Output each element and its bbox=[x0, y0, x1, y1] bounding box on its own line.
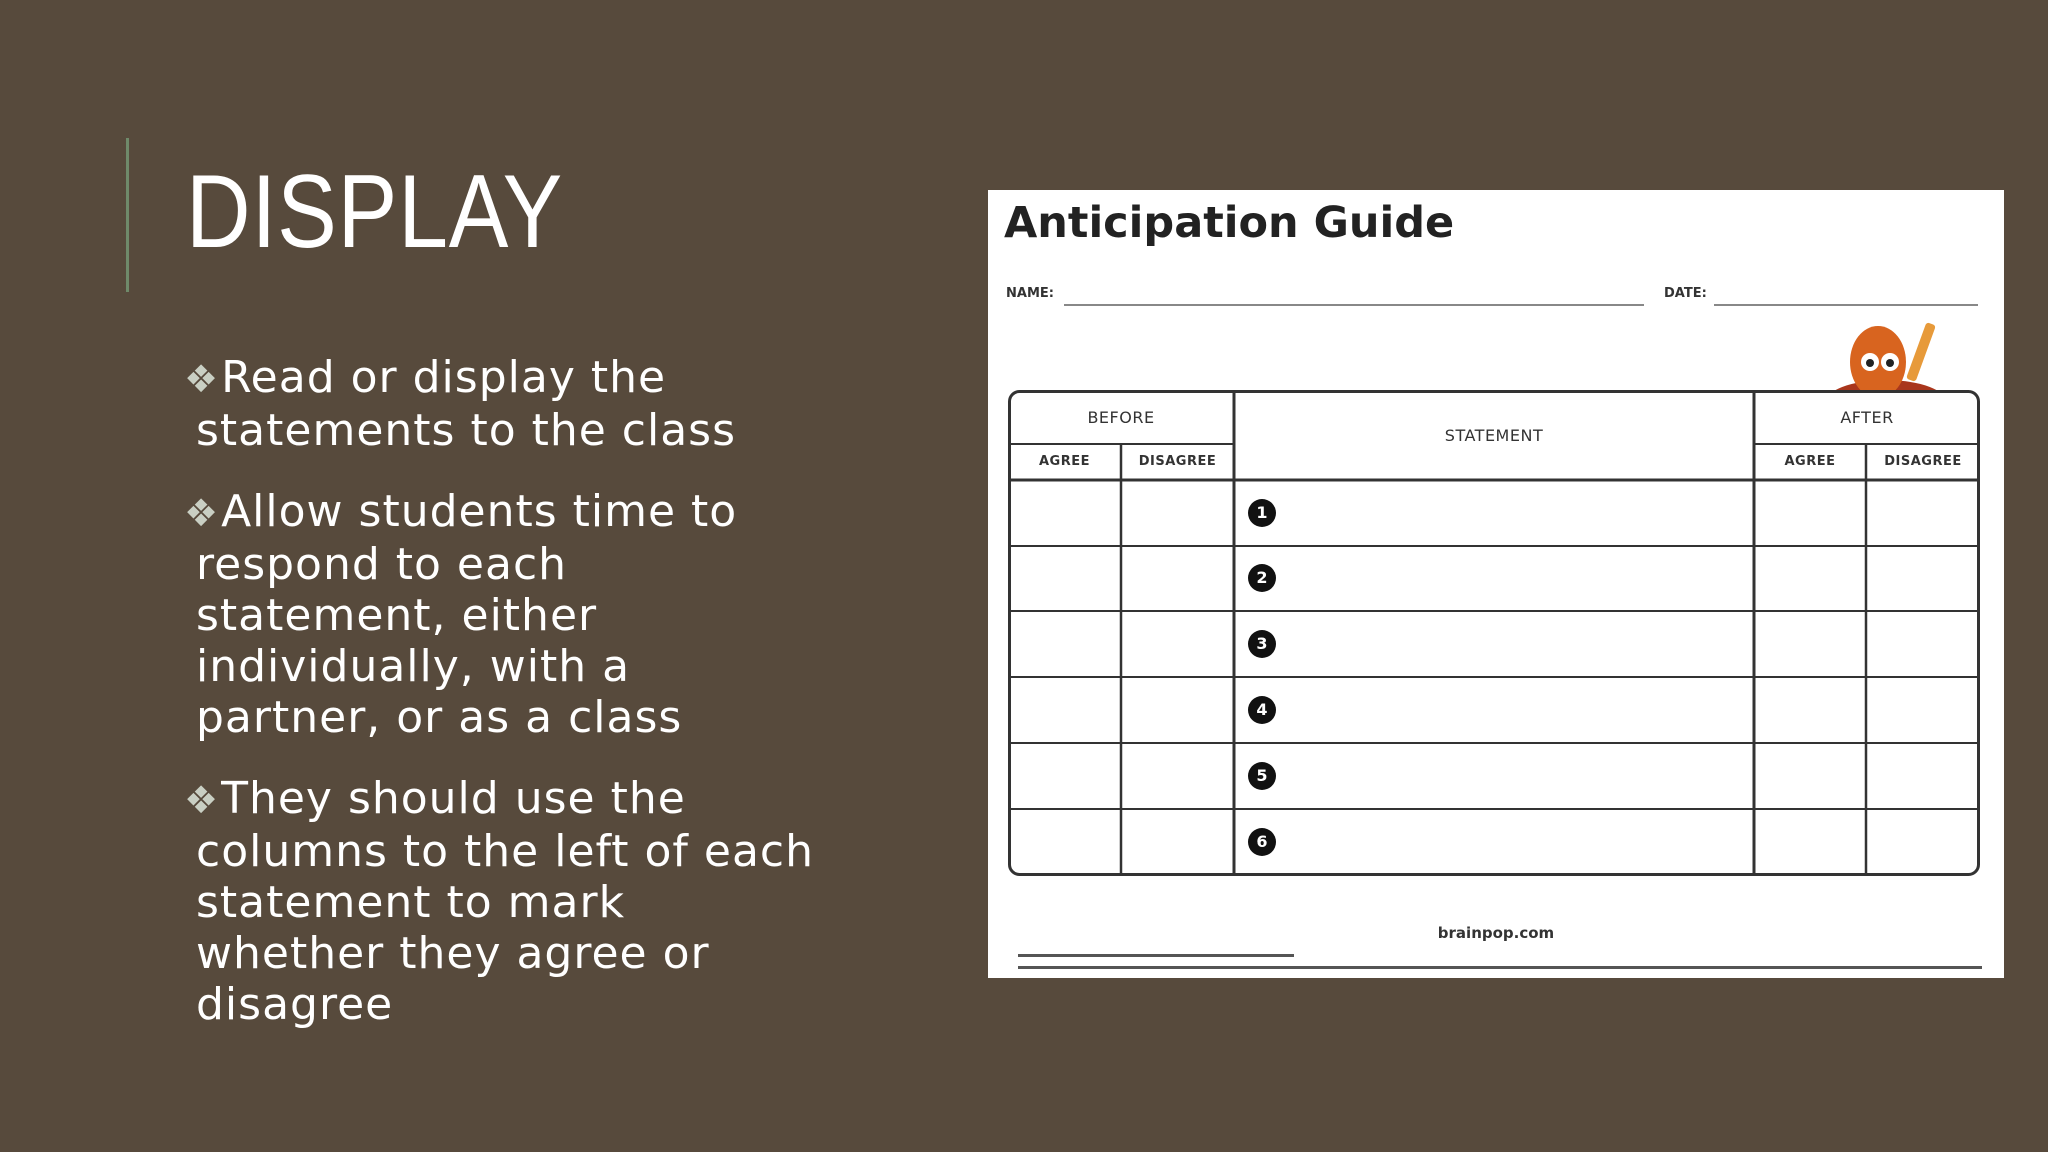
name-label: NAME: bbox=[1006, 286, 1054, 301]
bullet-text: They should use the columns to the left of each statement to mark whether they agree or disagree bbox=[196, 773, 814, 1030]
worksheet-title: Anticipation Guide bbox=[1004, 198, 1455, 248]
fine-print-line bbox=[1018, 954, 1294, 957]
diamond-bullet-icon: ❖ bbox=[184, 778, 220, 822]
bullet-list bbox=[184, 352, 824, 1060]
bullet-item bbox=[184, 773, 824, 1030]
before-header: BEFORE bbox=[1087, 408, 1155, 427]
after-header: AFTER bbox=[1840, 408, 1894, 427]
diamond-bullet-icon: ❖ bbox=[184, 491, 220, 535]
bullet-text: Read or display the statements to the class bbox=[196, 352, 737, 456]
row-number: 5 bbox=[1248, 762, 1276, 790]
row-number: 1 bbox=[1248, 499, 1276, 527]
diamond-bullet-icon: ❖ bbox=[184, 357, 220, 401]
row-number: 6 bbox=[1248, 828, 1276, 856]
fine-print-line bbox=[1018, 966, 1982, 969]
date-label: DATE: bbox=[1664, 286, 1707, 301]
after-agree-header: AGREE bbox=[1784, 454, 1836, 469]
statement-header: STATEMENT bbox=[1444, 426, 1544, 445]
row-number: 2 bbox=[1248, 564, 1276, 592]
bullet-item bbox=[184, 486, 824, 743]
row-number: 3 bbox=[1248, 630, 1276, 658]
anticipation-guide-image bbox=[988, 190, 2004, 978]
slide-title: DISPLAY bbox=[186, 154, 564, 270]
name-line bbox=[1064, 304, 1644, 306]
before-disagree-header: DISAGREE bbox=[1138, 454, 1217, 469]
after-disagree-header: DISAGREE bbox=[1884, 454, 1962, 469]
before-agree-header: AGREE bbox=[1038, 454, 1090, 469]
bullet-text: Allow students time to respond to each statement, either individually, with a partner, or as a class bbox=[196, 486, 738, 743]
bullet-item bbox=[184, 352, 824, 456]
footer-site: brainpop.com bbox=[1437, 924, 1555, 942]
row-number: 4 bbox=[1248, 696, 1276, 724]
title-accent-bar bbox=[126, 138, 129, 292]
anticipation-table bbox=[1008, 390, 1980, 876]
date-line bbox=[1714, 304, 1978, 306]
